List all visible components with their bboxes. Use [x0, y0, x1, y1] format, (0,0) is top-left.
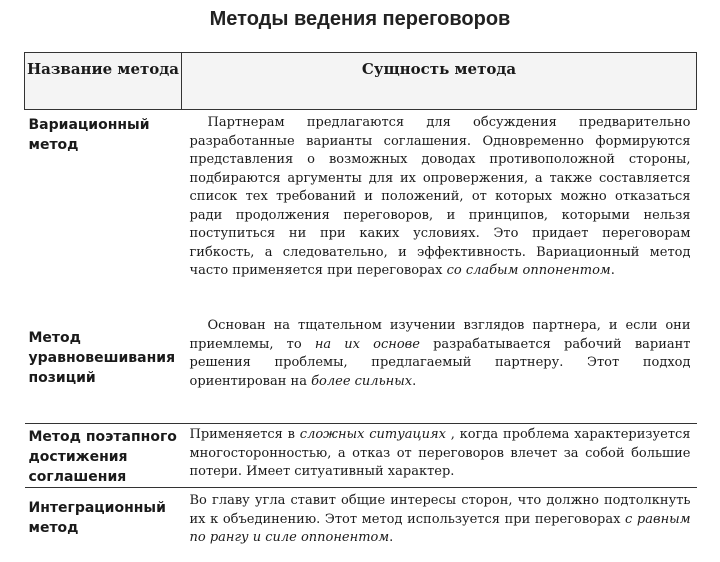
- table-row: [25, 424, 697, 488]
- method-description: [182, 488, 697, 562]
- description-emphasis: со слабым оппонентом: [447, 263, 611, 278]
- method-name: Интеграционный метод: [25, 488, 182, 562]
- description-emphasis: сложных ситуациях: [300, 427, 446, 442]
- page-title: Методы ведения переговоров: [0, 8, 720, 31]
- description-text: , когда проблема характеризуется многосторонностью, а отказ от переговоров влечет за собой большие потери. Имеет ситуативный характер.: [190, 427, 691, 479]
- table-row: [25, 311, 697, 424]
- table-row: [25, 110, 697, 312]
- description-text: Партнерам предлагаются для обсуждения предварительно разработанные варианты соглашения. Одновременно формируются представления о возможных доводах противоположной стороны, подбираются аргументы для их опровержения, а также составляется список тех требований и положений, от которых можно отказаться ради продолжения переговоров, и принципов, которыми нельзя поступиться ни при каких условиях. Это придает переговорам гибкость, а следовательно, и эффективность. Вариационный метод часто применяется при переговорах: [190, 115, 691, 278]
- description-text: .: [412, 374, 416, 389]
- header-method-essence: Сущность метода: [182, 53, 697, 110]
- table-header-row: [25, 53, 697, 110]
- description-text: Во главу угла ставит общие интересы сторон, что должно подтолкнуть их к объединению. Этот метод используется при переговорах: [190, 493, 691, 527]
- header-method-name: Название метода: [25, 53, 182, 110]
- description-text: разрабатывается рабочий вариант решения проблемы, предлагаемый партнеру. Этот подход ориентирован на: [190, 337, 691, 389]
- method-name: Метод поэтапного достижения соглашения: [25, 424, 182, 488]
- table-row: [25, 488, 697, 562]
- description-emphasis: на их основе: [315, 337, 420, 352]
- description-text: Основан на тщательном изучении взглядов партнера, и если они приемлемы, то: [190, 318, 691, 352]
- method-name: Вариационный метод: [25, 110, 182, 312]
- description-text: .: [611, 263, 615, 278]
- method-name: Метод уравновешивания позиций: [25, 311, 182, 424]
- description-text: Применяется в: [190, 427, 300, 442]
- description-text: .: [389, 530, 393, 545]
- description-emphasis: более сильных: [311, 374, 412, 389]
- method-description: [182, 424, 697, 488]
- method-description: [182, 311, 697, 424]
- methods-table: [24, 52, 697, 562]
- method-description: [182, 110, 697, 312]
- description-emphasis: с равным по рангу и силе оппонентом: [190, 512, 691, 546]
